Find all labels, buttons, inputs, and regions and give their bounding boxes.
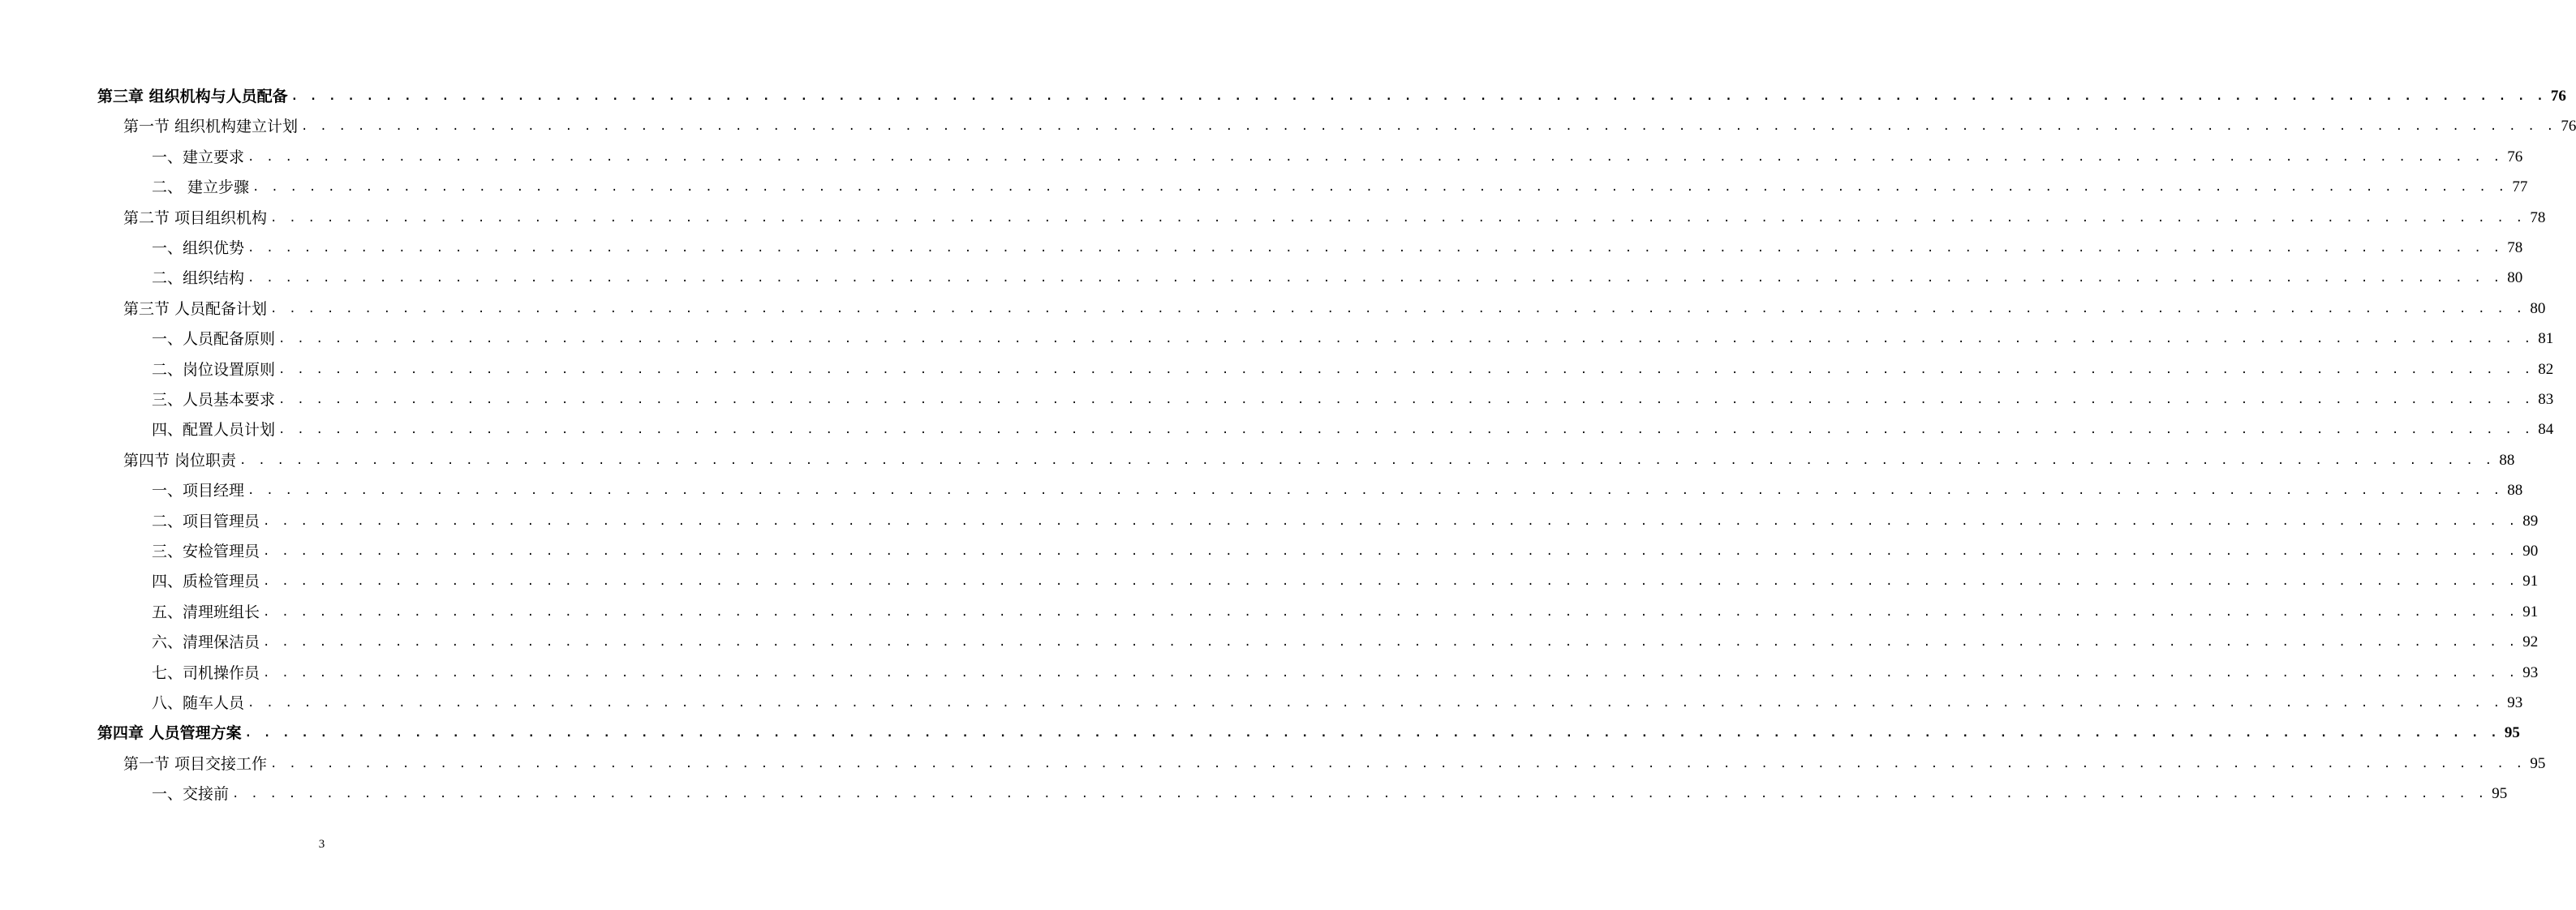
toc-entry-label: 七、司机操作员 <box>152 663 260 682</box>
toc-entry-label: 一、人员配备原则 <box>152 330 276 349</box>
toc-page-number: 77 <box>2512 178 2528 196</box>
toc-entry-label: 第二节 项目组织机构 <box>123 208 268 227</box>
toc-entry-label: 第三章 组织机构与人员配备 <box>97 88 288 105</box>
toc-section-entry[interactable] <box>123 206 2546 230</box>
toc-leader-dots: . . . . . . . . . . . . . . . . . . . . . . . . . . . . . . . . . . . . . . . . . . . . . . . . . . . . . . . . . . . . . . . . . . . . . . . . . . . . . . . . . . . . . . . . . . . . . . . . . . . . . . . . . . . . . . . . . . . . . . . . <box>270 211 2526 225</box>
toc-subsection-entry[interactable] <box>152 539 2539 564</box>
toc-page-number: 95 <box>2504 724 2520 742</box>
toc-page-number: 76 <box>2550 88 2566 105</box>
toc-page-number: 83 <box>2538 391 2554 408</box>
toc-subsection-entry[interactable] <box>152 509 2539 534</box>
toc-leader-dots: . . . . . . . . . . . . . . . . . . . . . . . . . . . . . . . . . . . . . . . . . . . . . . . . . . . . . . . . . . . . . . . . . . . . . . . . . . . . . . . . . . . . . . . . . . . . . . . . . . . . . . . . . . . . . . . . . . . . . . . . <box>278 363 2534 376</box>
toc-leader-dots: . . . . . . . . . . . . . . . . . . . . . . . . . . . . . . . . . . . . . . . . . . . . . . . . . . . . . . . . . . . . . . . . . . . . . . . . . . . . . . . . . . . . . . . . . . . . . . . . . . . . . . . . . . . . . . . . . . . . . . . . <box>247 272 2503 285</box>
toc-leader-dots: . . . . . . . . . . . . . . . . . . . . . . . . . . . . . . . . . . . . . . . . . . . . . . . . . . . . . . . . . . . . . . . . . . . . . . . . . . . . . . . . . . . . . . . . . . . . . . . . . . . . . . . . . . . . . . . . . . . . . . . . <box>239 453 2495 467</box>
toc-entry-label: 一、项目经理 <box>152 482 245 500</box>
toc-entry-label: 二、岗位设置原则 <box>152 360 276 379</box>
toc-subsection-entry[interactable] <box>152 479 2523 503</box>
toc-section-entry[interactable] <box>123 449 2515 473</box>
toc-leader-dots: . . . . . . . . . . . . . . . . . . . . . . . . . . . . . . . . . . . . . . . . . . . . . . . . . . . . . . . . . . . . . . . . . . . . . . . . . . . . . . . . . . . . . . . . . . . . . . . . . . . . . . . . . . . . . . . . . . . . . . . . <box>263 514 2518 528</box>
toc-page-number: 95 <box>2530 754 2546 772</box>
toc-leader-dots: . . . . . . . . . . . . . . . . . . . . . . . . . . . . . . . . . . . . . . . . . . . . . . . . . . . . . . . . . . . . . . . . . . . . . . . . . . . . . . . . . . . . . . . . . . . . . . . . . . . . . . . . . . . . . . . . . . . . . . . . <box>263 605 2518 619</box>
toc-subsection-entry[interactable] <box>152 691 2523 715</box>
toc-leader-dots: . . . . . . . . . . . . . . . . . . . . . . . . . . . . . . . . . . . . . . . . . . . . . . . . . . . . . . . . . . . . . . . . . . . . . . . . . . . . . . . . . . . . . . . . . . . . . . . . . . . . . . . . . . . . . . . . . . . . . . . . <box>263 636 2518 650</box>
toc-leader-dots: . . . . . . . . . . . . . . . . . . . . . . . . . . . . . . . . . . . . . . . . . . . . . . . . . . . . . . . . . . . . . . . . . . . . . . . . . . . . . . . . . . . . . . . . . . . . . . . . . . . . . . . . . . . . . . . . . . . . . . . . <box>270 757 2526 770</box>
toc-leader-dots: . . . . . . . . . . . . . . . . . . . . . . . . . . . . . . . . . . . . . . . . . . . . . . . . . . . . . . . . . . . . . . . . . . . . . . . . . . . . . . . . . . . . . . . . . . . . . . . . . . . . . . . . . . . . . . . . . . . . . . . . <box>278 333 2534 346</box>
toc-entry-label: 三、人员基本要求 <box>152 391 276 409</box>
toc-page-number: 93 <box>2522 663 2539 681</box>
toc-page-number: 82 <box>2538 360 2554 378</box>
toc-entry-label: 四、配置人员计划 <box>152 421 276 440</box>
toc-subsection-entry[interactable] <box>152 661 2539 685</box>
toc-page-number: 80 <box>2530 299 2546 317</box>
toc-entry-label: 八、随车人员 <box>152 694 245 712</box>
toc-page-number: 90 <box>2522 543 2539 560</box>
toc-entry-label: 第一节 组织机构建立计划 <box>123 118 299 136</box>
toc-leader-dots: . . . . . . . . . . . . . . . . . . . . . . . . . . . . . . . . . . . . . . . . . . . . . . . . . . . . . . . . . . . . . . . . . . . . . . . . . . . . . . . . . . . . . . . . . . . . . . . . . . . . . . . . . . . . . . . . . . . . . . . . <box>263 575 2518 589</box>
toc-page-number: 78 <box>2530 208 2546 226</box>
toc-entry-label: 第一节 项目交接工作 <box>123 754 268 773</box>
toc-section-entry[interactable] <box>123 297 2546 321</box>
toc-leader-dots: . . . . . . . . . . . . . . . . . . . . . . . . . . . . . . . . . . . . . . . . . . . . . . . . . . . . . . . . . . . . . . . . . . . . . . . . . . . . . . . . . . . . . . . . . . . . . . . . . . . . . . . . . . . . . . . . . . . . . . . . <box>247 484 2503 498</box>
toc-subsection-entry[interactable] <box>152 145 2523 170</box>
toc-entry-label: 第四节 岗位职责 <box>123 451 237 470</box>
toc-leader-dots: . . . . . . . . . . . . . . . . . . . . . . . . . . . . . . . . . . . . . . . . . . . . . . . . . . . . . . . . . . . . . . . . . . . . . . . . . . . . . . . . . . . . . . . . . . . . . . . . . . . . . . . . . . . . . . . . . . . . . . . . <box>247 697 2503 710</box>
toc-leader-dots: . . . . . . . . . . . . . . . . . . . . . . . . . . . . . . . . . . . . . . . . . . . . . . . . . . . . . . . . . . . . . . . . . . . . . . . . . . . . . . . . . . . . . . . . . . . . . . . . . . . . . . . . . . . . . . . . . . . . . . . . <box>278 393 2534 406</box>
toc-page-number: 81 <box>2538 330 2554 348</box>
toc-entry-label: 二、项目管理员 <box>152 512 260 530</box>
toc-page-number: 91 <box>2522 573 2539 590</box>
page-number: 3 <box>318 838 325 851</box>
toc-page-number: 78 <box>2507 239 2523 256</box>
toc-page-number: 76 <box>2507 148 2523 165</box>
toc-leader-dots: . . . . . . . . . . . . . . . . . . . . . . . . . . . . . . . . . . . . . . . . . . . . . . . . . . . . . . . . . . . . . . . . . . . . . . . . . . . . . . . . . . . . . . . . . . . . . . . . . . . . . . . . . . . . . . . . . . . . . . . . <box>247 150 2503 164</box>
toc-page-number: 92 <box>2522 633 2539 651</box>
toc-page-number: 93 <box>2507 694 2523 711</box>
toc-page-number: 88 <box>2507 482 2523 500</box>
toc-page-number: 95 <box>2492 785 2508 803</box>
toc-chapter-entry[interactable] <box>97 721 2520 745</box>
toc-page-number: 80 <box>2507 269 2523 287</box>
toc-entry-label: 五、清理班组长 <box>152 603 260 621</box>
toc-subsection-entry[interactable] <box>152 327 2554 351</box>
toc-entry-label: 三、安检管理员 <box>152 543 260 560</box>
toc-page-number: 88 <box>2499 451 2515 469</box>
toc-leader-dots: . . . . . . . . . . . . . . . . . . . . . . . . . . . . . . . . . . . . . . . . . . . . . . . . . . . . . . . . . . . . . . . . . . . . . . . . . . . . . . . . . . . . . . . . . . . . . . . . . . . . . . . . . . . . . . . . . . . . . . . . <box>278 423 2534 437</box>
toc-entry-label: 第四章 人员管理方案 <box>97 724 242 743</box>
toc-subsection-entry[interactable] <box>152 236 2523 260</box>
toc-section-entry[interactable] <box>123 752 2546 776</box>
toc-subsection-entry[interactable] <box>152 600 2539 625</box>
toc-subsection-entry[interactable] <box>152 782 2508 806</box>
toc-page-number: 76 <box>2561 118 2576 135</box>
toc-leader-dots: . . . . . . . . . . . . . . . . . . . . . . . . . . . . . . . . . . . . . . . . . . . . . . . . . . . . . . . . . . . . . . . . . . . . . . . . . . . . . . . . . . . . . . . . . . . . . . . . . . . . . . . . . . . . . . . . . . . . . . . . <box>301 120 2557 134</box>
toc-subsection-entry[interactable] <box>152 175 2528 200</box>
toc-leader-dots: . . . . . . . . . . . . . . . . . . . . . . . . . . . . . . . . . . . . . . . . . . . . . . . . . . . . . . . . . . . . . . . . . . . . . . . . . . . . . . . . . . . . . . . . . . . . . . . . . . . . . . . . . . . . . . . . . . . . . . . . <box>244 727 2500 740</box>
toc-entry-label: 六、清理保洁员 <box>152 633 260 652</box>
toc-leader-dots: . . . . . . . . . . . . . . . . . . . . . . . . . . . . . . . . . . . . . . . . . . . . . . . . . . . . . . . . . . . . . . . . . . . . . . . . . . . . . . . . . . . . . . . . . . . . . . . . . . . . . . . . . . . . . . . . . . . . . . . . <box>252 181 2508 195</box>
toc-subsection-entry[interactable] <box>152 388 2554 412</box>
toc-entry-label: 四、质检管理员 <box>152 573 260 591</box>
toc-leader-dots: . . . . . . . . . . . . . . . . . . . . . . . . . . . . . . . . . . . . . . . . . . . . . . . . . . . . . . . . . . . . . . . . . . . . . . . . . . . . . . . . . . . . . . . . . . . . . . . . . . . . . . . . . . . . . . . . . . . . . . . . <box>263 545 2518 558</box>
toc-section-entry[interactable] <box>123 114 2576 139</box>
toc-entry-label: 一、交接前 <box>152 785 230 804</box>
toc-subsection-entry[interactable] <box>152 266 2523 290</box>
toc-page-number: 89 <box>2522 512 2539 530</box>
toc-page-number: 91 <box>2522 603 2539 620</box>
toc-subsection-entry[interactable] <box>152 358 2554 382</box>
toc-chapter-entry[interactable] <box>97 84 2566 109</box>
toc-leader-dots: . . . . . . . . . . . . . . . . . . . . . . . . . . . . . . . . . . . . . . . . . . . . . . . . . . . . . . . . . . . . . . . . . . . . . . . . . . . . . . . . . . . . . . . . . . . . . . . . . . . . . . . . . . . . . . . . . . . . . . . . <box>232 788 2488 801</box>
toc-leader-dots: . . . . . . . . . . . . . . . . . . . . . . . . . . . . . . . . . . . . . . . . . . . . . . . . . . . . . . . . . . . . . . . . . . . . . . . . . . . . . . . . . . . . . . . . . . . . . . . . . . . . . . . . . . . . . . . . . . . . . . . . <box>270 302 2526 315</box>
toc-entry-label: 一、建立要求 <box>152 148 245 166</box>
toc-leader-dots: . . . . . . . . . . . . . . . . . . . . . . . . . . . . . . . . . . . . . . . . . . . . . . . . . . . . . . . . . . . . . . . . . . . . . . . . . . . . . . . . . . . . . . . . . . . . . . . . . . . . . . . . . . . . . . . . . . . . . . . . <box>247 242 2503 255</box>
toc-subsection-entry[interactable] <box>152 569 2539 594</box>
toc-entry-label: 二、 建立步骤 <box>152 178 250 197</box>
toc-subsection-entry[interactable] <box>152 630 2539 655</box>
toc-entry-label: 二、组织结构 <box>152 269 245 288</box>
toc-leader-dots: . . . . . . . . . . . . . . . . . . . . . . . . . . . . . . . . . . . . . . . . . . . . . . . . . . . . . . . . . . . . . . . . . . . . . . . . . . . . . . . . . . . . . . . . . . . . . . . . . . . . . . . . . . . . . . . . . . . . . . . . <box>263 666 2518 680</box>
toc-entry-label: 一、组织优势 <box>152 239 245 257</box>
toc-page-number: 84 <box>2538 421 2554 439</box>
toc-subsection-entry[interactable] <box>152 418 2554 442</box>
toc-leader-dots: . . . . . . . . . . . . . . . . . . . . . . . . . . . . . . . . . . . . . . . . . . . . . . . . . . . . . . . . . . . . . . . . . . . . . . . . . . . . . . . . . . . . . . . . . . . . . . . . . . . . . . . . . . . . . . . . . . . . . . . . <box>290 90 2546 103</box>
toc-entry-label: 第三节 人员配备计划 <box>123 299 268 318</box>
